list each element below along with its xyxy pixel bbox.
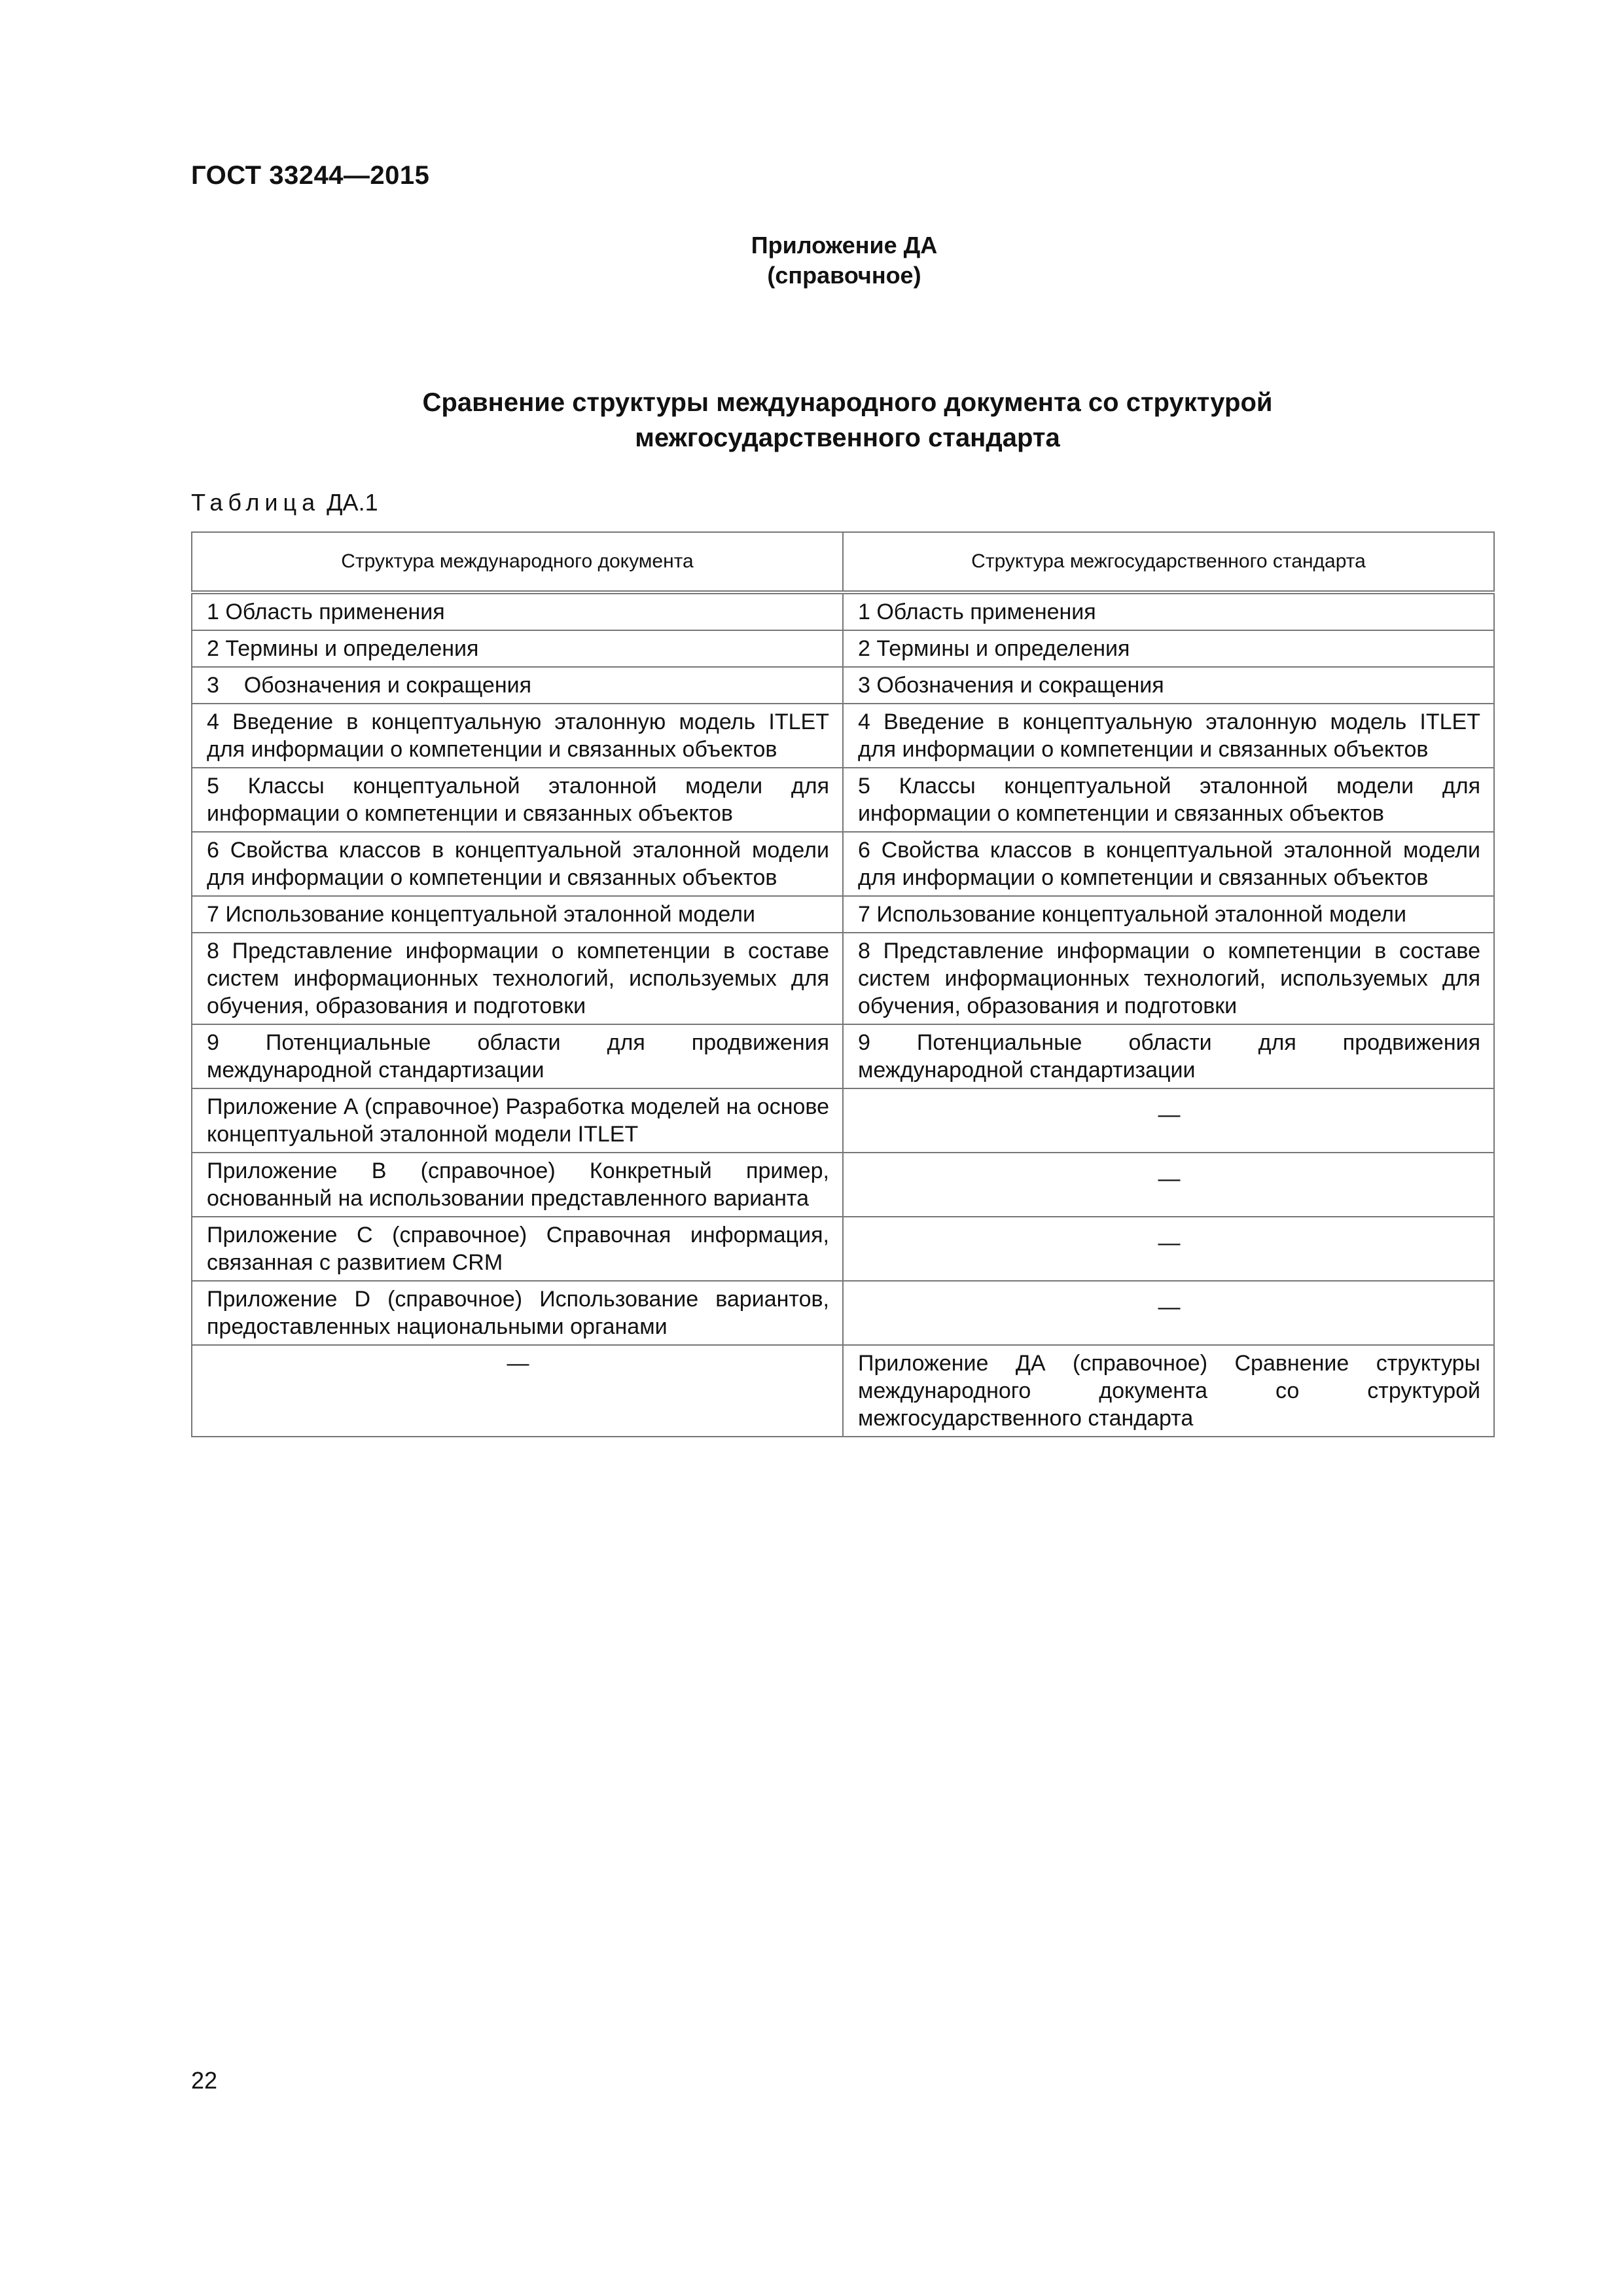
cell-international: Приложение А (справочное) Разработка моделей на основе концептуальной эталонной модели ITLET: [192, 1088, 843, 1153]
cell-interstate: 8 Представление информации о компетенции в составе систем информационных технологий, используемых для обучения, образования и подготовки: [843, 933, 1494, 1024]
comparison-table: [191, 531, 1495, 1437]
cell-international: —: [192, 1345, 843, 1437]
cell-international: 9 Потенциальные области для продвижения международной стандартизации: [192, 1024, 843, 1088]
cell-international: 2 Термины и определения: [192, 630, 843, 667]
table-row: [192, 1153, 1494, 1217]
table-row: [192, 1024, 1494, 1088]
cell-interstate: —: [843, 1281, 1494, 1345]
table-row: [192, 630, 1494, 667]
document-code: ГОСТ 33244—2015: [191, 161, 430, 190]
cell-international: 1 Область применения: [192, 592, 843, 630]
cell-interstate: 3 Обозначения и сокращения: [843, 667, 1494, 704]
annex-title: Приложение ДА: [751, 232, 938, 259]
table-label-word: Таблица: [191, 489, 321, 516]
cell-interstate: 9 Потенциальные области для продвижения международной стандартизации: [843, 1024, 1494, 1088]
annex-status: (справочное): [767, 262, 921, 289]
cell-interstate: 6 Свойства классов в концептуальной эталонной модели для информации о компетенции и связанных объектов: [843, 832, 1494, 896]
cell-interstate: —: [843, 1088, 1494, 1153]
table-row: [192, 704, 1494, 768]
table-row: [192, 933, 1494, 1024]
cell-interstate: Приложение ДА (справочное) Сравнение структуры международного документа со структурой межгосударственного стандарта: [843, 1345, 1494, 1437]
cell-international: 3 Обозначения и сокращения: [192, 667, 843, 704]
table-row: [192, 1281, 1494, 1345]
table-row: [192, 592, 1494, 630]
table-row: [192, 667, 1494, 704]
cell-interstate: 4 Введение в концептуальную эталонную модель ITLET для информации о компетенции и связанных объектов: [843, 704, 1494, 768]
cell-international: 5 Классы концептуальной эталонной модели для информации о компетенции и связанных объектов: [192, 768, 843, 832]
table-row: [192, 832, 1494, 896]
table-row: [192, 1345, 1494, 1437]
table-label-number: ДА.1: [327, 489, 378, 516]
cell-international: Приложение В (справочное) Конкретный пример, основанный на использовании представленного варианта: [192, 1153, 843, 1217]
table-label: [191, 488, 378, 517]
cell-international: 4 Введение в концептуальную эталонную модель ITLET для информации о компетенции и связанных объектов: [192, 704, 843, 768]
cell-international: 7 Использование концептуальной эталонной модели: [192, 896, 843, 933]
cell-interstate: 1 Область применения: [843, 592, 1494, 630]
annex-heading: [0, 230, 1623, 291]
cell-interstate: —: [843, 1217, 1494, 1281]
main-title-line-2: межгосударственного стандарта: [635, 423, 1060, 452]
main-title: [0, 385, 1623, 456]
table-row: [192, 1217, 1494, 1281]
cell-interstate: 5 Классы концептуальной эталонной модели для информации о компетенции и связанных объектов: [843, 768, 1494, 832]
cell-international: 6 Свойства классов в концептуальной эталонной модели для информации о компетенции и связанных объектов: [192, 832, 843, 896]
table-row: [192, 1088, 1494, 1153]
main-title-line-1: Сравнение структуры международного документа со структурой: [422, 388, 1273, 417]
table-header-row: [192, 532, 1494, 592]
cell-interstate: 2 Термины и определения: [843, 630, 1494, 667]
cell-interstate: 7 Использование концептуальной эталонной модели: [843, 896, 1494, 933]
cell-interstate: —: [843, 1153, 1494, 1217]
header-international: Структура международного документа: [192, 532, 843, 592]
header-interstate: Структура межгосударственного стандарта: [843, 532, 1494, 592]
cell-international: 8 Представление информации о компетенции в составе систем информационных технологий, используемых для обучения, образования и подготовки: [192, 933, 843, 1024]
cell-international: Приложение С (справочное) Справочная информация, связанная с развитием CRM: [192, 1217, 843, 1281]
table-row: [192, 768, 1494, 832]
page-number: 22: [191, 2067, 218, 2094]
table-row: [192, 896, 1494, 933]
cell-international: Приложение D (справочное) Использование вариантов, предоставленных национальными органами: [192, 1281, 843, 1345]
